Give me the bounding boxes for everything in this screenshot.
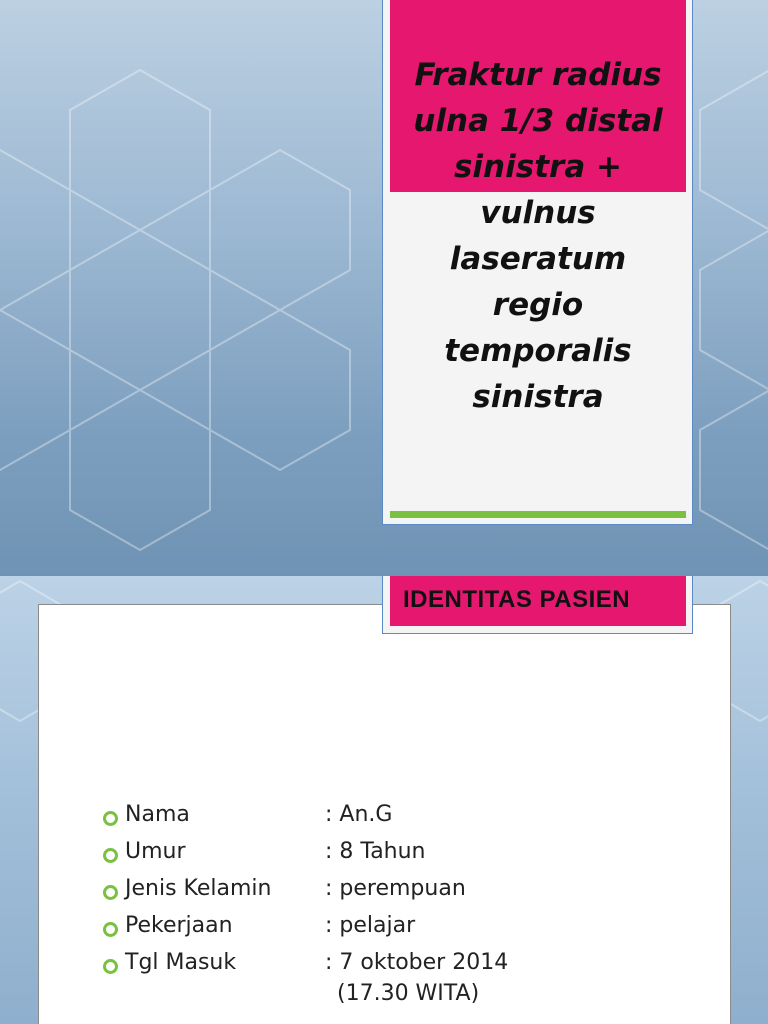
slide-title: Fraktur radius ulna 1/3 distal sinistra + vulnus laseratum regio temporalis sinistra	[413, 57, 663, 415]
field-value: : An.G	[325, 802, 393, 827]
list-item-jenis-kelamin	[103, 876, 703, 913]
field-value: : 7 oktober 2014	[325, 950, 509, 975]
list-item-tgl-masuk	[103, 950, 703, 1006]
heading-panel	[382, 576, 693, 634]
circle-bullet-icon	[103, 959, 118, 974]
list-item-umur	[103, 839, 703, 876]
circle-bullet-icon	[103, 922, 118, 937]
slide-2	[0, 576, 768, 1024]
content-box	[38, 604, 731, 1024]
field-value: : 8 Tahun	[325, 839, 426, 864]
circle-bullet-icon	[103, 848, 118, 863]
field-value: : perempuan	[325, 876, 466, 901]
field-label: Tgl Masuk	[125, 950, 237, 975]
field-label: Pekerjaan	[125, 913, 233, 938]
circle-bullet-icon	[103, 885, 118, 900]
green-divider	[390, 511, 686, 518]
field-value: : pelajar	[325, 913, 416, 938]
field-label: Umur	[125, 839, 186, 864]
field-value-time: (17.30 WITA)	[337, 981, 480, 1006]
section-heading: IDENTITAS PASIEN	[403, 586, 631, 613]
title-panel	[382, 0, 693, 525]
patient-identity-list	[103, 802, 703, 1006]
field-label: Jenis Kelamin	[125, 876, 272, 901]
circle-bullet-icon	[103, 811, 118, 826]
list-item-nama	[103, 802, 703, 839]
field-label: Nama	[125, 802, 190, 827]
list-item-pekerjaan	[103, 913, 703, 950]
